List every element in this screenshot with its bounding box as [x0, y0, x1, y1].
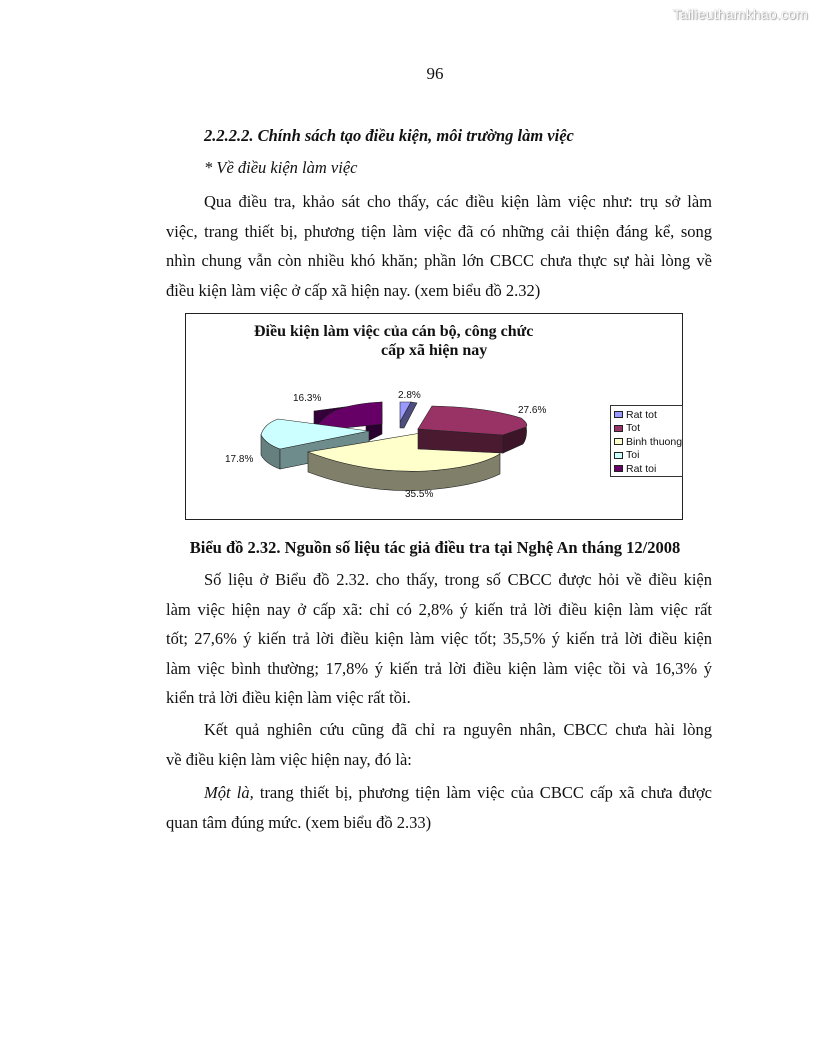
paragraph-results	[166, 715, 712, 774]
slice-rat-tot	[400, 402, 417, 428]
subheading: * Về điều kiện làm việc	[204, 158, 358, 177]
text-line: tốt; 27,6% ý kiến trả lời điều kiện làm việc tốt; 35,5% ý kiến trả lời điều kiện	[166, 629, 712, 648]
text-line	[166, 778, 712, 808]
paragraph-reason-one	[166, 778, 712, 837]
paragraph-intro	[166, 187, 712, 305]
slice-tot	[418, 406, 527, 453]
label-binh-thuong: 35.5%	[405, 489, 434, 500]
legend-label: Rat toi	[626, 462, 657, 475]
watermark: Tailieuthamkhao.com	[672, 6, 808, 22]
legend-item-tot	[611, 422, 682, 436]
label-tot: 27.6%	[518, 405, 547, 416]
text-line: Số liệu ở Biểu đồ 2.32. cho thấy, trong số CBCC được hỏi về điều kiện	[204, 570, 712, 589]
section-heading: 2.2.2.2. Chính sách tạo điều kiện, môi trường làm việc	[204, 126, 574, 145]
legend-item-rat-tot	[611, 408, 682, 422]
label-rat-toi: 16.3%	[293, 393, 322, 404]
legend-item-toi	[611, 449, 682, 463]
legend-label: Toi	[626, 449, 640, 462]
text-line: kiển trả lời điều kiện làm việc rất tồi.	[166, 688, 411, 707]
legend-label: Rat tot	[626, 408, 657, 421]
legend-item-binh-thuong	[611, 435, 682, 449]
text-line: quan tâm đúng mức. (xem biểu đồ 2.33)	[166, 812, 432, 832]
text-line: về điều kiện làm việc hiện nay, đó là:	[166, 749, 412, 769]
legend-swatch-icon	[614, 411, 623, 418]
chart-title-line2: cấp xã hiện nay	[381, 342, 488, 359]
label-rat-tot: 2.8%	[398, 390, 421, 401]
label-toi: 17.8%	[225, 454, 254, 465]
text-line: Qua điều tra, khảo sát cho thấy, các điều kiện làm việc như: trụ sở làm	[204, 192, 712, 211]
line-rest: trang thiết bị, phương tiện làm việc của CBCC cấp xã chưa được	[253, 783, 712, 802]
chart-caption: Biểu đồ 2.32. Nguồn số liệu tác giả điều tra tại Nghệ An tháng 12/2008	[189, 538, 681, 557]
legend-swatch-icon	[614, 438, 623, 445]
pie-chart	[185, 313, 683, 520]
text-line: việc, trang thiết bị, phương tiện làm việc đã có những cải thiện đáng kể, song	[166, 221, 712, 241]
lead-italic: Một là,	[204, 783, 254, 802]
chart-title-line1: Điều kiện làm việc của cán bộ, công chức	[254, 323, 534, 340]
legend-swatch-icon	[614, 452, 623, 459]
legend-label: Binh thuong	[626, 435, 683, 448]
text-line: Kết quả nghiên cứu cũng đã chỉ ra nguyên nhân, CBCC chưa hài lòng	[204, 720, 712, 739]
text-line: nhìn chung vẫn còn nhiều khó khăn; phần lớn CBCC chưa thực sự hài lòng về	[166, 251, 712, 270]
paragraph-analysis	[166, 565, 712, 713]
text-line: làm việc hiện nay ở cấp xã: chỉ có 2,8% ý kiến trả lời điều kiện làm việc rất	[166, 599, 712, 619]
text-line: điều kiện làm việc ở cấp xã hiện nay. (xem biểu đồ 2.32)	[166, 280, 541, 300]
legend-swatch-icon	[614, 465, 623, 472]
text-line: làm việc bình thường; 17,8% ý kiến trả lời điều kiện làm việc tồi và 16,3% ý	[166, 658, 712, 678]
legend-swatch-icon	[614, 425, 623, 432]
legend-label: Tot	[626, 422, 641, 435]
page-number: 96	[426, 64, 444, 83]
chart-legend	[610, 405, 683, 477]
legend-item-rat-toi	[611, 462, 682, 476]
